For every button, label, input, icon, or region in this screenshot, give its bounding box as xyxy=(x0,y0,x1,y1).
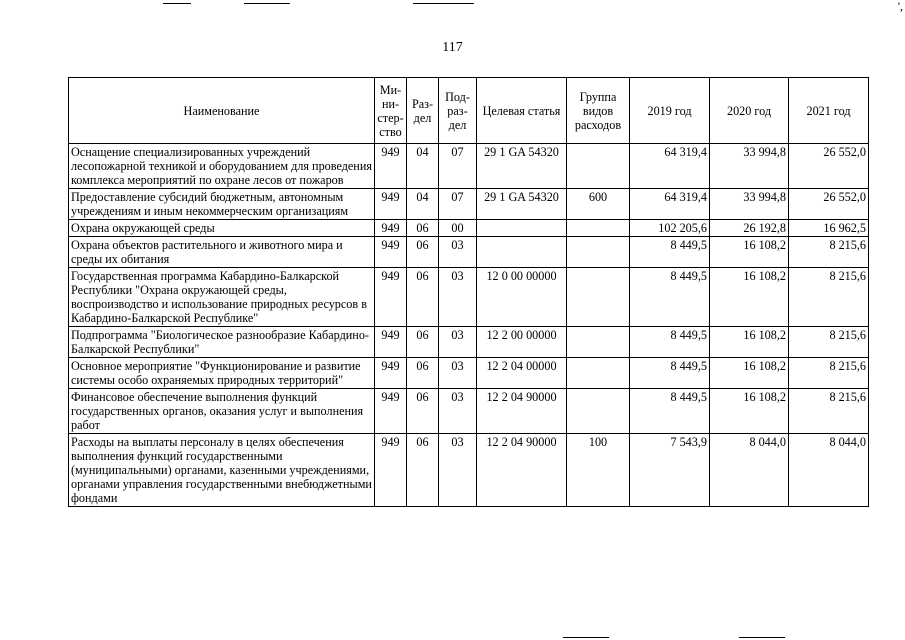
header-ministry: Ми-ни-стер-ство xyxy=(375,78,407,144)
scan-corner-mark: ', xyxy=(897,0,903,13)
table-row xyxy=(69,189,869,220)
row-expense-group xyxy=(567,327,630,358)
row-name: Основное мероприятие "Функционирование и развитие системы особо охраняемых природных территорий" xyxy=(69,358,375,389)
row-name: Охрана объектов растительного и животного мира и среды их обитания xyxy=(69,237,375,268)
row-amount-2019: 102 205,6 xyxy=(630,220,710,237)
row-ministry: 949 xyxy=(375,220,407,237)
row-expense-group xyxy=(567,220,630,237)
row-name: Государственная программа Кабардино-Балкарской Республики "Охрана окружающей среды, воспроизводство и использование природных ресурсов в Кабардино-Балкарской Республике" xyxy=(69,268,375,327)
table-row xyxy=(69,327,869,358)
row-target-article xyxy=(477,220,567,237)
row-amount-2019: 8 449,5 xyxy=(630,327,710,358)
row-amount-2021: 8 215,6 xyxy=(789,358,869,389)
row-amount-2020: 26 192,8 xyxy=(710,220,789,237)
row-section: 06 xyxy=(407,220,439,237)
row-name: Предоставление субсидий бюджетным, автономным учреждениям и иным некоммерческим организациям xyxy=(69,189,375,220)
header-row xyxy=(69,78,869,144)
header-section: Раз-дел xyxy=(407,78,439,144)
row-name: Финансовое обеспечение выполнения функций государственных органов, оказания услуг и выполнения работ xyxy=(69,389,375,434)
row-target-article: 12 2 00 00000 xyxy=(477,327,567,358)
row-name: Подпрограмма "Биологическое разнообразие Кабардино-Балкарской Республики" xyxy=(69,327,375,358)
row-expense-group xyxy=(567,237,630,268)
row-subsection: 03 xyxy=(439,268,477,327)
row-amount-2021: 8 215,6 xyxy=(789,327,869,358)
row-amount-2019: 7 543,9 xyxy=(630,434,710,507)
scan-mark-top-1 xyxy=(163,3,191,4)
row-amount-2020: 33 994,8 xyxy=(710,144,789,189)
row-subsection: 03 xyxy=(439,358,477,389)
row-subsection: 00 xyxy=(439,220,477,237)
row-subsection: 03 xyxy=(439,327,477,358)
row-name: Охрана окружающей среды xyxy=(69,220,375,237)
row-amount-2020: 16 108,2 xyxy=(710,358,789,389)
row-amount-2021: 26 552,0 xyxy=(789,189,869,220)
scan-mark-top-3 xyxy=(413,3,474,4)
row-subsection: 07 xyxy=(439,189,477,220)
row-target-article: 12 0 00 00000 xyxy=(477,268,567,327)
header-2021: 2021 год xyxy=(789,78,869,144)
row-ministry: 949 xyxy=(375,389,407,434)
row-section: 06 xyxy=(407,237,439,268)
row-amount-2020: 16 108,2 xyxy=(710,268,789,327)
page-number: 117 xyxy=(442,40,463,55)
row-section: 06 xyxy=(407,434,439,507)
row-amount-2021: 8 215,6 xyxy=(789,237,869,268)
row-amount-2021: 8 044,0 xyxy=(789,434,869,507)
row-ministry: 949 xyxy=(375,434,407,507)
row-target-article xyxy=(477,237,567,268)
scan-mark-bottom-2 xyxy=(739,637,785,638)
row-ministry: 949 xyxy=(375,327,407,358)
header-2019: 2019 год xyxy=(630,78,710,144)
table-row xyxy=(69,434,869,507)
row-name: Оснащение специализированных учреждений лесопожарной техникой и оборудованием для проведения комплекса мероприятий по охране лесов от пожаров xyxy=(69,144,375,189)
row-subsection: 03 xyxy=(439,434,477,507)
row-ministry: 949 xyxy=(375,144,407,189)
row-amount-2020: 16 108,2 xyxy=(710,237,789,268)
row-amount-2019: 64 319,4 xyxy=(630,144,710,189)
budget-table xyxy=(68,77,869,507)
header-2020: 2020 год xyxy=(710,78,789,144)
row-section: 06 xyxy=(407,327,439,358)
row-section: 04 xyxy=(407,144,439,189)
row-amount-2019: 8 449,5 xyxy=(630,389,710,434)
row-target-article: 12 2 04 90000 xyxy=(477,434,567,507)
row-amount-2021: 16 962,5 xyxy=(789,220,869,237)
header-name: Наименование xyxy=(69,78,375,144)
row-amount-2021: 26 552,0 xyxy=(789,144,869,189)
row-amount-2021: 8 215,6 xyxy=(789,389,869,434)
row-expense-group: 100 xyxy=(567,434,630,507)
row-amount-2020: 33 994,8 xyxy=(710,189,789,220)
table-row xyxy=(69,220,869,237)
header-subsection: Под-раз-дел xyxy=(439,78,477,144)
row-target-article: 29 1 GA 54320 xyxy=(477,189,567,220)
table-body xyxy=(69,144,869,507)
row-target-article: 29 1 GA 54320 xyxy=(477,144,567,189)
row-target-article: 12 2 04 00000 xyxy=(477,358,567,389)
row-section: 04 xyxy=(407,189,439,220)
row-amount-2019: 8 449,5 xyxy=(630,237,710,268)
row-section: 06 xyxy=(407,268,439,327)
row-expense-group xyxy=(567,268,630,327)
row-amount-2020: 8 044,0 xyxy=(710,434,789,507)
row-amount-2019: 8 449,5 xyxy=(630,358,710,389)
table-row xyxy=(69,268,869,327)
header-target-article: Целевая статья xyxy=(477,78,567,144)
row-section: 06 xyxy=(407,389,439,434)
table-row xyxy=(69,237,869,268)
row-ministry: 949 xyxy=(375,189,407,220)
row-amount-2021: 8 215,6 xyxy=(789,268,869,327)
row-ministry: 949 xyxy=(375,237,407,268)
row-expense-group xyxy=(567,389,630,434)
scan-mark-bottom-1 xyxy=(563,637,609,638)
row-amount-2019: 64 319,4 xyxy=(630,189,710,220)
row-amount-2020: 16 108,2 xyxy=(710,389,789,434)
row-subsection: 03 xyxy=(439,237,477,268)
row-target-article: 12 2 04 90000 xyxy=(477,389,567,434)
table-row xyxy=(69,144,869,189)
row-expense-group xyxy=(567,358,630,389)
table-row xyxy=(69,389,869,434)
row-name: Расходы на выплаты персоналу в целях обеспечения выполнения функций государственными (муниципальными) органами, казенными учреждениями, органами управления государственными внебюджетными фондами xyxy=(69,434,375,507)
row-expense-group: 600 xyxy=(567,189,630,220)
row-ministry: 949 xyxy=(375,268,407,327)
row-subsection: 03 xyxy=(439,389,477,434)
header-expense-group: Группа видов расходов xyxy=(567,78,630,144)
row-subsection: 07 xyxy=(439,144,477,189)
table-row xyxy=(69,358,869,389)
row-ministry: 949 xyxy=(375,358,407,389)
row-section: 06 xyxy=(407,358,439,389)
row-amount-2019: 8 449,5 xyxy=(630,268,710,327)
row-amount-2020: 16 108,2 xyxy=(710,327,789,358)
scan-mark-top-2 xyxy=(244,3,290,4)
row-expense-group xyxy=(567,144,630,189)
